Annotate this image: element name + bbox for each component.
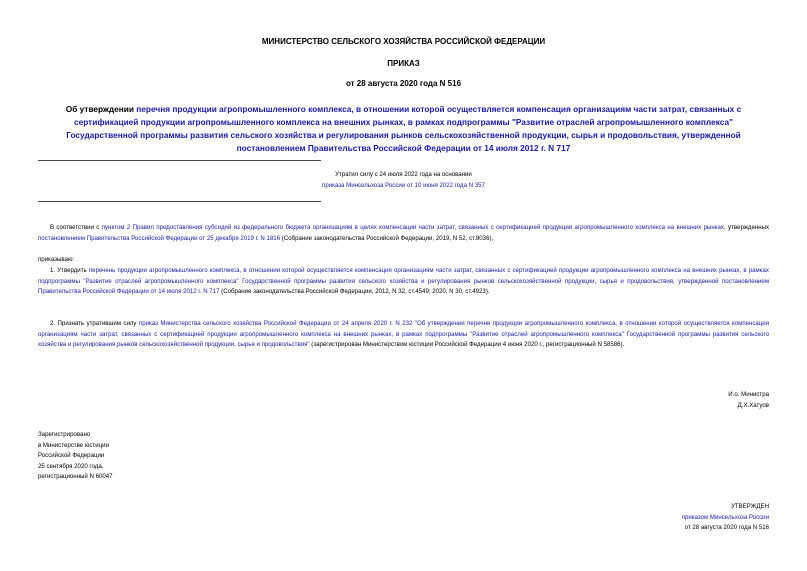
signature-name: Д.Х.Хатуов [737,401,769,409]
approved-block [519,502,769,534]
ministry-heading: МИНИСТЕРСТВО СЕЛЬСКОГО ХОЗЯЙСТВА РОССИЙСКОЙ ФЕДЕРАЦИИ [261,37,546,46]
item2-text-1: 2. Признать утратившим силу [50,320,139,327]
order-item-2 [38,319,769,351]
registration-line1: Зарегистрировано [38,431,91,438]
preamble-link-rules[interactable]: пунктом 2 Правил предоставления субсидий из федерального бюджета организациям в целях компенсации части затрат, связанных с сертификацией продукции агропромышленного комплекса на внешних рынках [101,224,724,231]
divider-top [38,160,321,161]
order-word: приказываю: [38,256,75,263]
document-date-number: от 28 августа 2020 года N 516 [345,79,462,88]
approved-line3: от 28 августа 2020 года N 516 [684,524,769,532]
title-link[interactable]: перечня продукции агропромышленного комплекса, в отношении которой осуществляется компенсация организациям части затрат, связанных с сертификацией продукции агропромышленного комплекса на внешних рынках, в рамках подпрограммы "Развитие отраслей агропромышленного комплекса" Государственной программы развития сельского хозяйства и регулирования рынков сельскохозяйственной продукции, сырья и продовольствия, утвержденной постановлением Правительства Российской Федерации от 14 июля 2012 г. N 717 [66,104,742,153]
divider-bottom [38,201,321,202]
registration-line3: Российской Федерации [38,452,105,460]
approved-link[interactable]: приказом Минсельхоза России [681,513,769,521]
item2-link-order[interactable]: приказ Министерства сельского хозяйства Российской Федерации от 24 апреля 2020 г. N 232 "Об утверждении перечня продукции агропромышленного комплекса, в отношении которой осуществляется компенсация организациям части затрат, связанных с сертификацией продукции агропромышленного комплекса на внешних рынках, в рамках подпрограммы "Развитие отраслей агропромышленного комплекса" Государственной программы развития сельского хозяйства и регулирования рынков сельскохозяйственной продукции, сырья и продовольствия" [38,320,769,349]
registration-line5: регистрационный N 60047 [38,473,113,481]
order-item-1 [38,266,769,298]
document-type: ПРИКАЗ [387,59,420,68]
item1-text-2: (Собрание законодательства Российской Федерации, 2012, N 32, ст.4549; 2020, N 30, ст.4923). [219,288,490,296]
preamble-text-2: , утвержденных [723,224,770,231]
approved-line1: УТВЕРЖДЕН [731,503,769,510]
item1-link-list[interactable]: перечень продукции агропромышленного комплекса, в отношении которой осуществляется компенсация организациям части затрат, связанных с сертификацией продукции агропромышленного комплекса на внешних рынках, в рамках подпрограммы "Развитие отраслей агропромышленного комплекса" Государственной программы развития сельского хозяйства и регулирования рынков сельскохозяйственной продукции, сырья и продовольствия, утвержденной постановлением Правительства Российской Федерации от 14 июля 2012 г. N 717 [38,267,769,296]
preamble-text-1: В соответствии с [50,224,102,231]
validity-line1: Утратил силу с 24 июля 2022 года на основании [335,171,472,178]
signature-block [569,390,769,411]
preamble-link-resolution[interactable]: постановлением Правительства Российской Федерации от 25 декабря 2019 г. N 1816 [38,234,281,242]
validity-link[interactable]: приказа Минсельхоза России от 10 июня 2022 года N 357 [322,181,485,189]
registration-block [38,430,288,483]
registration-line2: в Министерстве юстиции [38,441,109,449]
validity-note [38,170,769,191]
document-title [38,103,769,155]
item2-text-2: (зарегистрирован Министерством юстиции Российской Федерации 4 июня 2020 г., регистрационный N 58586). [309,341,625,349]
preamble-paragraph [38,223,769,244]
item1-text-1: 1. Утвердить [50,267,89,274]
registration-line4: 25 сентября 2020 года, [38,462,104,470]
title-prefix: Об утверждении [65,104,137,114]
signature-role: И.о. Министра [728,391,769,398]
preamble-text-3: (Собрание законодательства Российской Федерации, 2019, N 52, ст.8036), [280,234,494,242]
